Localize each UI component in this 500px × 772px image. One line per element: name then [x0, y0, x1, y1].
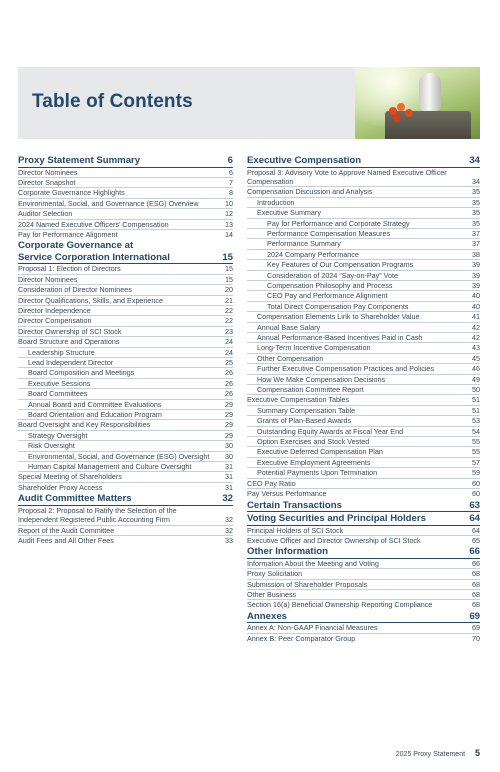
toc-entry-page-number: 64 — [472, 525, 480, 535]
toc-entry[interactable] — [18, 229, 233, 239]
toc-entry-title: Pay for Performance and Corporate Strategy — [267, 218, 410, 228]
toc-entry[interactable] — [247, 280, 480, 290]
toc-entry-page-number: 12 — [225, 209, 233, 219]
toc-entry[interactable] — [18, 399, 233, 409]
toc-entry-title: Executive Deferred Compensation Plan — [257, 447, 383, 457]
toc-section-heading[interactable] — [247, 155, 480, 168]
toc-entry-page-number: 38 — [472, 249, 480, 259]
toc-entry-title: Performance Summary — [267, 239, 341, 249]
toc-entry-page-number: 68 — [472, 569, 480, 579]
toc-entry-page-number: 42 — [472, 322, 480, 332]
toc-entry-page-number: 22 — [225, 305, 233, 315]
section-title: Certain Transactions — [247, 499, 342, 511]
toc-entry-title: Report of the Audit Committee — [18, 525, 115, 535]
toc-entry-title: CEO Pay and Performance Alignment — [267, 291, 388, 301]
toc-entry-page-number: 26 — [225, 378, 233, 388]
toc-entry-page-number: 37 — [472, 239, 480, 249]
toc-entry-title: Director Snapshot — [18, 177, 76, 187]
toc-entry-page-number: 59 — [472, 468, 480, 478]
toc-entry-page-number: 39 — [472, 280, 480, 290]
footer-label: 2025 Proxy Statement — [395, 751, 466, 758]
toc-entry[interactable] — [247, 599, 480, 609]
toc-entry[interactable] — [247, 623, 480, 632]
toc-entry-page-number: 23 — [225, 326, 233, 336]
toc-entry[interactable] — [18, 535, 233, 545]
toc-entry-title: Grants of Plan-Based Awards — [257, 416, 352, 426]
toc-entry-title: Director Nominees — [18, 167, 78, 177]
toc-entry[interactable] — [247, 238, 480, 248]
toc-entry-title: Proposal 1: Election of Directors — [18, 264, 121, 274]
toc-left-column — [18, 155, 233, 545]
toc-entry-title: Special Meeting of Shareholders — [18, 472, 122, 482]
toc-entry-title: Option Exercises and Stock Vested — [257, 437, 370, 447]
toc-entry-page-number: 34 — [472, 176, 480, 186]
toc-entry-page-number: 29 — [225, 399, 233, 409]
toc-entry[interactable] — [247, 488, 480, 498]
toc-entry[interactable] — [247, 535, 480, 545]
toc-entry-title: Consideration of 2024 “Say-on-Pay” Vote — [267, 270, 399, 280]
toc-entry-page-number: 30 — [225, 451, 233, 461]
toc-entry[interactable] — [18, 198, 233, 208]
header-banner — [18, 67, 480, 139]
toc-entry-page-number: 43 — [472, 343, 480, 353]
toc-entry-title: Annex A: Non-GAAP Financial Measures — [247, 623, 378, 633]
toc-entry-page-number: 22 — [225, 316, 233, 326]
toc-entry-page-number: 26 — [225, 368, 233, 378]
toc-entry-title: Pay Versus Performance — [247, 489, 327, 499]
toc-entry-title: Other Compensation — [257, 353, 324, 363]
toc-entry-title: Outstanding Equity Awards at Fiscal Year End — [257, 426, 404, 436]
toc-entry-page-number: 29 — [225, 430, 233, 440]
toc-entry-title: Compensation Philosophy and Process — [267, 280, 393, 290]
toc-entry-page-number: 29 — [225, 410, 233, 420]
toc-entry-page-number: 46 — [472, 364, 480, 374]
toc-entry-title: Risk Oversight — [28, 441, 75, 451]
toc-entry-title: Shareholder Proxy Access — [18, 482, 103, 492]
toc-entry-title: Introduction — [257, 197, 295, 207]
toc-entry-page-number: 68 — [472, 590, 480, 600]
section-title: Executive Compensation — [247, 155, 362, 166]
toc-entry[interactable] — [18, 525, 233, 535]
toc-entry-title: Proxy Solicitation — [247, 569, 303, 579]
toc-entry-page-number: 68 — [472, 579, 480, 589]
toc-entry[interactable] — [247, 436, 480, 446]
toc-entry-title: Annual Base Salary — [257, 322, 321, 332]
page-title: Table of Contents — [32, 91, 193, 112]
toc-entry-page-number: 31 — [225, 472, 233, 482]
toc-entry-page-number: 37 — [472, 228, 480, 238]
toc-entry-page-number: 49 — [472, 374, 480, 384]
toc-entry[interactable] — [247, 207, 480, 217]
footer-page-number: 5 — [474, 748, 480, 758]
toc-section-heading[interactable] — [18, 493, 233, 506]
toc-entry-title: Strategy Oversight — [28, 430, 88, 440]
toc-entry-title: Executive Officer and Director Ownership of SCI Stock — [247, 535, 421, 545]
toc-entry[interactable] — [247, 270, 480, 280]
toc-entry[interactable] — [247, 228, 480, 238]
toc-entry-page-number: 65 — [472, 535, 480, 545]
toc-entry-title: Director Nominees — [18, 274, 78, 284]
toc-entry-page-number: 60 — [472, 489, 480, 499]
toc-entry[interactable] — [18, 274, 233, 284]
toc-entry-title: Section 16(a) Beneficial Ownership Reporting Compliance — [247, 600, 433, 610]
toc-entry[interactable] — [247, 394, 480, 404]
toc-entry[interactable] — [18, 451, 233, 461]
toc-entry[interactable] — [18, 378, 233, 388]
section-page-number: 6 — [227, 155, 233, 166]
toc-entry-page-number: 68 — [472, 600, 480, 610]
toc-entry[interactable] — [247, 579, 480, 589]
toc-entry-title: Auditor Selection — [18, 209, 73, 219]
toc-section-heading[interactable] — [247, 546, 480, 559]
toc-entry-title: Board Composition and Meetings — [28, 368, 135, 378]
section-page-number: 66 — [469, 546, 480, 558]
section-title: Other Information — [247, 546, 329, 558]
toc-entry-page-number: 69 — [472, 623, 480, 633]
toc-entry-title: Director Compensation — [18, 316, 92, 326]
toc-entry-page-number: 15 — [225, 264, 233, 274]
toc-entry-page-number: 40 — [472, 301, 480, 311]
toc-entry-page-number: 10 — [225, 198, 233, 208]
toc-entry-title: Compensation Elements Link to Shareholder Value — [257, 312, 420, 322]
toc-entry-title: Other Business — [247, 590, 297, 600]
page-footer — [396, 748, 480, 758]
section-page-number: 34 — [469, 155, 480, 166]
toc-entry-page-number: 29 — [225, 420, 233, 430]
toc-entry-title: Annex B: Peer Comparator Group — [247, 633, 356, 643]
toc-entry-title: Board Committees — [28, 389, 88, 399]
toc-entry-page-number: 50 — [472, 385, 480, 395]
toc-entry[interactable] — [247, 290, 480, 300]
toc-entry-page-number: 51 — [472, 395, 480, 405]
toc-section-heading[interactable] — [247, 500, 480, 513]
toc-entry-page-number: 33 — [225, 536, 233, 545]
toc-entry[interactable] — [18, 177, 233, 187]
toc-entry-title: Audit Fees and All Other Fees — [18, 536, 114, 545]
toc-entry-page-number: 7 — [229, 177, 233, 187]
toc-entry[interactable] — [247, 526, 480, 535]
toc-section-heading[interactable] — [247, 611, 480, 624]
toc-entry-title: Proposal 3: Advisory Vote to Approve Named Executive Officer Compensation — [247, 167, 447, 186]
toc-entry[interactable] — [18, 357, 233, 367]
toc-entry-page-number: 35 — [472, 197, 480, 207]
toc-entry-title: How We Make Compensation Decisions — [257, 374, 386, 384]
toc-entry-page-number: 51 — [472, 405, 480, 415]
toc-entry[interactable] — [247, 457, 480, 467]
toc-entry[interactable] — [247, 168, 480, 187]
toc-entry[interactable] — [18, 295, 233, 305]
toc-entry[interactable] — [18, 409, 233, 419]
toc-entry[interactable] — [18, 367, 233, 377]
toc-entry-page-number: 6 — [229, 167, 233, 177]
toc-entry[interactable] — [247, 353, 480, 363]
toc-entry-page-number: 60 — [472, 478, 480, 488]
toc-entry-page-number: 41 — [472, 312, 480, 322]
toc-entry[interactable] — [18, 482, 233, 492]
toc-entry[interactable] — [18, 315, 233, 325]
section-title: Annexes — [247, 610, 287, 622]
section-page-number: 32 — [222, 493, 233, 505]
toc-entry-title: Total Direct Compensation Pay Components — [267, 301, 409, 311]
section-title: Audit Committee Matters — [18, 493, 132, 505]
toc-entry-title: Pay for Performance Alignment — [18, 229, 118, 239]
toc-entry-title: Executive Summary — [257, 208, 321, 218]
toc-entry[interactable] — [247, 415, 480, 425]
toc-entry-page-number: 55 — [472, 447, 480, 457]
toc-entry-page-number: 42 — [472, 333, 480, 342]
toc-entry[interactable] — [18, 219, 233, 229]
section-page-number: 64 — [469, 513, 480, 524]
toc-entry[interactable] — [18, 336, 233, 346]
toc-entry-title: Leadership Structure — [28, 347, 95, 357]
toc-entry[interactable] — [18, 326, 233, 336]
toc-entry[interactable] — [18, 305, 233, 315]
toc-section-heading[interactable] — [18, 240, 233, 264]
toc-entry-page-number: 32 — [225, 525, 233, 535]
toc-entry-page-number: 14 — [225, 229, 233, 239]
toc-entry[interactable] — [18, 388, 233, 398]
toc-entry[interactable] — [18, 471, 233, 481]
toc-entry-title: Executive Employment Agreements — [257, 457, 371, 467]
toc-entry-page-number: 24 — [225, 347, 233, 357]
toc-entry[interactable] — [247, 384, 480, 394]
toc-entry-title: Annual Board and Committee Evaluations — [28, 399, 162, 409]
toc-entry-page-number: 39 — [472, 270, 480, 280]
toc-entry[interactable] — [247, 446, 480, 456]
toc-entry-page-number: 45 — [472, 353, 480, 363]
toc-entry-page-number: 35 — [472, 187, 480, 197]
toc-entry[interactable] — [247, 332, 480, 342]
section-page-number: 15 — [222, 251, 233, 263]
memorial-urn-photo — [355, 67, 480, 139]
toc-entry[interactable] — [247, 478, 480, 488]
toc-entry[interactable] — [247, 589, 480, 599]
toc-entry[interactable] — [247, 322, 480, 332]
toc-entry-title: Board Oversight and Key Responsibilities — [18, 420, 151, 430]
toc-entry-title: Compensation Committee Report — [257, 385, 364, 395]
toc-entry-page-number: 57 — [472, 457, 480, 467]
toc-entry[interactable] — [247, 467, 480, 477]
toc-entry-page-number: 13 — [225, 219, 233, 229]
toc-entry-title: Annual Performance-Based Incentives Paid in Cash — [257, 333, 423, 342]
toc-entry-title: Long-Term Incentive Compensation — [257, 343, 371, 353]
toc-entry-title: Summary Compensation Table — [257, 405, 356, 415]
toc-entry-title: 2024 Company Performance — [267, 249, 359, 259]
toc-entry-title: Executive Compensation Tables — [247, 395, 350, 405]
toc-entry[interactable] — [18, 461, 233, 471]
toc-entry[interactable] — [18, 347, 233, 357]
toc-entry-page-number: 30 — [225, 441, 233, 451]
toc-entry-page-number: 54 — [472, 426, 480, 436]
toc-entry[interactable] — [18, 506, 233, 525]
toc-entry[interactable] — [247, 186, 480, 196]
toc-entry[interactable] — [247, 259, 480, 269]
toc-entry-title: Potential Payments Upon Termination — [257, 468, 378, 478]
toc-entry-page-number: 35 — [472, 218, 480, 228]
toc-entry[interactable] — [247, 633, 480, 643]
toc-entry-title: Proposal 2: Proposal to Ratify the Selection of the Independent Registered Public Accounting Firm — [18, 505, 177, 525]
toc-entry[interactable] — [18, 208, 233, 218]
toc-entry-title: Director Qualifications, Skills, and Experience — [18, 295, 164, 305]
toc-entry[interactable] — [18, 419, 233, 429]
toc-entry-title: Board Orientation and Education Program — [28, 410, 162, 420]
toc-entry-title: Performance Compensation Measures — [267, 228, 391, 238]
toc-entry[interactable] — [247, 311, 480, 321]
toc-entry-page-number: 31 — [225, 462, 233, 472]
toc-entry-page-number: 39 — [472, 260, 480, 270]
toc-entry-title: Environmental, Social, and Governance (ESG) Overview — [18, 198, 199, 208]
toc-entry-title: Consideration of Director Nominees — [18, 285, 132, 295]
toc-entry-title: Executive Sessions — [28, 378, 91, 388]
toc-section-heading[interactable] — [247, 513, 480, 526]
toc-entry[interactable] — [18, 168, 233, 177]
toc-entry[interactable] — [18, 284, 233, 294]
toc-entry-title: Principal Holders of SCI Stock — [247, 525, 344, 535]
section-page-number: 69 — [469, 610, 480, 622]
toc-entry-title: CEO Pay Ratio — [247, 478, 296, 488]
toc-entry-page-number: 40 — [472, 291, 480, 301]
toc-entry[interactable] — [18, 264, 233, 273]
section-title: Corporate Governance at Service Corporation International — [18, 240, 170, 263]
toc-entry-title: Director Ownership of SCI Stock — [18, 326, 122, 336]
section-title: Voting Securities and Principal Holders — [247, 513, 426, 524]
toc-entry-page-number: 55 — [472, 437, 480, 447]
toc-entry[interactable] — [247, 559, 480, 568]
toc-entry-title: Human Capital Management and Culture Oversight — [28, 462, 192, 472]
toc-entry[interactable] — [247, 405, 480, 415]
toc-entry[interactable] — [247, 363, 480, 373]
toc-entry[interactable] — [18, 430, 233, 440]
toc-entry[interactable] — [247, 197, 480, 207]
toc-entry-title: Key Features of Our Compensation Programs — [267, 260, 414, 270]
toc-entry-title: Submission of Shareholder Proposals — [247, 579, 368, 589]
toc-entry-page-number: 32 — [225, 515, 233, 525]
toc-entry[interactable] — [247, 301, 480, 311]
toc-section-heading[interactable] — [18, 155, 233, 168]
section-title: Proxy Statement Summary — [18, 155, 141, 166]
toc-entry-page-number: 15 — [225, 274, 233, 284]
toc-entry-title: Further Executive Compensation Practices and Policies — [257, 364, 434, 374]
toc-entry-title: Director Independence — [18, 305, 91, 315]
toc-entry-page-number: 26 — [225, 389, 233, 399]
toc-entry[interactable] — [247, 218, 480, 228]
toc-entry-page-number: 31 — [225, 482, 233, 492]
toc-entry[interactable] — [18, 440, 233, 450]
toc-entry[interactable] — [247, 249, 480, 259]
toc-entry-page-number: 25 — [225, 358, 233, 367]
toc-entry-title: Lead Independent Director — [28, 358, 114, 367]
toc-entry-page-number: 21 — [225, 295, 233, 305]
toc-entry-page-number: 24 — [225, 337, 233, 347]
toc-right-column — [247, 155, 480, 643]
toc-entry-title: Environmental, Social, and Governance (ESG) Oversight — [28, 451, 210, 461]
toc-entry-title: Board Structure and Operations — [18, 337, 120, 347]
toc-entry-title: 2024 Named Executive Officers’ Compensation — [18, 219, 169, 229]
toc-entry-page-number: 66 — [472, 558, 480, 568]
section-page-number: 63 — [469, 499, 480, 511]
toc-entry-page-number: 20 — [225, 285, 233, 295]
toc-entry[interactable] — [247, 374, 480, 384]
toc-entry-page-number: 70 — [472, 633, 480, 643]
toc-entry[interactable] — [18, 187, 233, 197]
toc-entry-title: Compensation Discussion and Analysis — [247, 187, 373, 197]
toc-entry[interactable] — [247, 342, 480, 352]
toc-entry[interactable] — [247, 426, 480, 436]
toc-entry-title: Information About the Meeting and Voting — [247, 558, 379, 568]
toc-entry[interactable] — [247, 568, 480, 578]
toc-entry-title: Corporate Governance Highlights — [18, 188, 125, 198]
toc-entry-page-number: 53 — [472, 416, 480, 426]
toc-entry-page-number: 8 — [229, 188, 233, 198]
toc-entry-page-number: 35 — [472, 208, 480, 218]
